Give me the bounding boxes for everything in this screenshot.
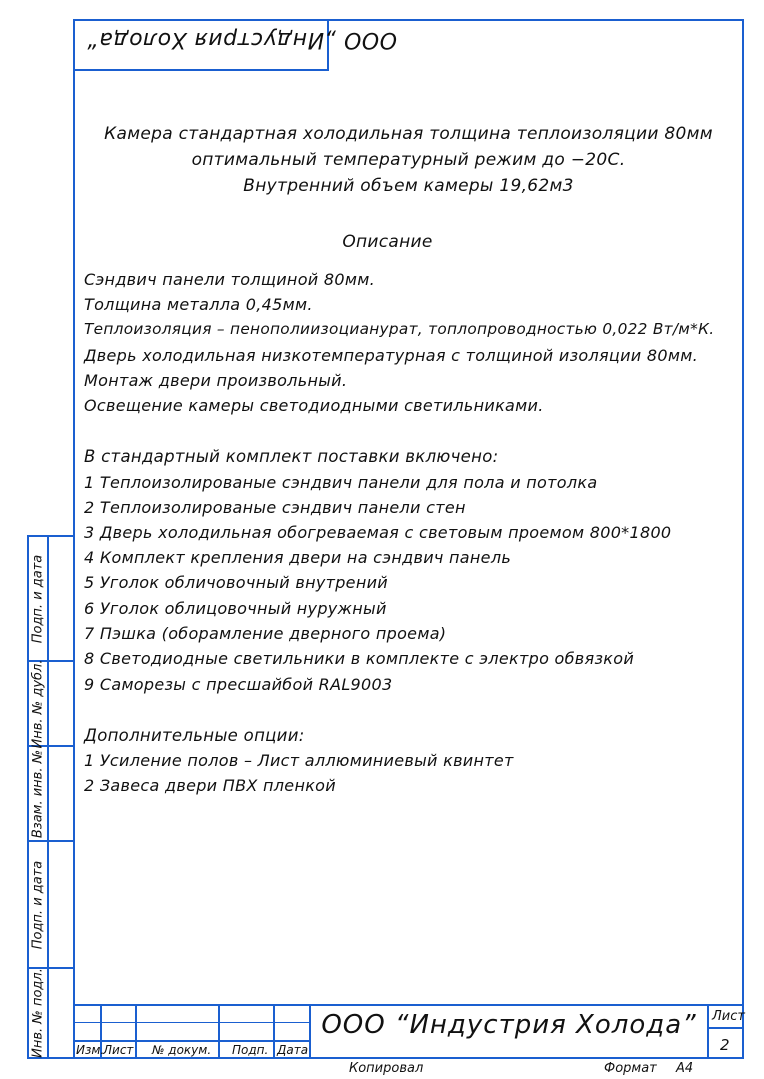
package-item: 1 Теплоизолированые сэндвич панели для пола и потолка [84, 473, 598, 492]
package-heading: В стандартный комплект поставки включено: [84, 447, 499, 466]
package-item: 6 Уголок облицовочный нуружный [84, 599, 387, 618]
side-label: Инв. № подл. [30, 968, 46, 1058]
options-heading: Дополнительные опции: [84, 726, 305, 745]
company-name: ООО “Индустрия Холода” [321, 1010, 697, 1040]
title-line-1: Камера стандартная холодильная толщина теплоизоляции 80мм [104, 124, 713, 144]
title-line-2: оптимальный температурный режим до −20С. [191, 150, 626, 170]
package-item: 4 Комплект крепления двери на сэндвич панель [84, 548, 512, 567]
tb-row-line [73, 1022, 311, 1023]
side-label-cell [29, 537, 47, 660]
package-item: 7 Пэшка (оборамление дверного проема) [84, 624, 447, 643]
side-label-cell [29, 747, 47, 840]
tb-col-line [218, 1004, 220, 1059]
side-label-cell [29, 659, 47, 748]
side-label-cell [29, 842, 47, 967]
description-line: Освещение камеры светодиодными светильниками. [84, 396, 544, 415]
package-item: 3 Дверь холодильная обогреваемая с световым проемом 800*1800 [84, 523, 672, 542]
top-stamp [73, 19, 397, 71]
sheet-label: Лист [712, 1009, 745, 1024]
col-label-doc: № докум. [152, 1043, 212, 1057]
tb-col-line [135, 1004, 137, 1059]
top-stamp-text: ООО „Индустрия Холода“ [87, 27, 397, 52]
package-item: 2 Теплоизолированые сэндвич панели стен [84, 498, 466, 517]
description-heading: Описание [342, 232, 433, 252]
tb-top-line [73, 1004, 744, 1006]
side-border-inner [47, 535, 49, 1059]
side-label: Взам. инв. № [30, 749, 46, 838]
tb-sheet-divider [707, 1027, 744, 1029]
description-line: Толщина металла 0,45мм. [84, 295, 313, 314]
side-label: Подп. и дата [30, 860, 46, 949]
col-label-izm: Изм. [76, 1043, 105, 1057]
col-label-date: Дата [277, 1043, 309, 1057]
copied-label: Копировал [349, 1061, 424, 1076]
description-line: Дверь холодильная низкотемпературная с толщиной изоляции 80мм. [84, 346, 698, 365]
package-item: 8 Светодиодные светильники в комплекте с электро обвязкой [84, 649, 635, 668]
side-label: Инв. № дубл. [30, 659, 46, 748]
tb-col-line [707, 1004, 709, 1059]
sheet-number: 2 [720, 1036, 730, 1054]
options-item: 1 Усиление полов – Лист аллюминиевый квинтет [84, 751, 514, 770]
side-label: Подп. и дата [30, 554, 46, 643]
col-label-list: Лист [103, 1043, 134, 1057]
description-line: Сэндвич панели толщиной 80мм. [84, 270, 375, 289]
col-label-signature: Подп. [232, 1043, 269, 1057]
package-item: 5 Уголок обличовочный внутрений [84, 573, 388, 592]
options-item: 2 Завеса двери ПВХ пленкой [84, 776, 336, 795]
description-line: Монтаж двери произвольный. [84, 371, 348, 390]
format-label: Формат [604, 1061, 657, 1076]
tb-row-line [73, 1040, 311, 1042]
format-value: А4 [676, 1061, 694, 1076]
title-line-3: Внутренний объем камеры 19,62м3 [243, 176, 574, 196]
tb-col-line [273, 1004, 275, 1059]
side-label-cell [29, 969, 47, 1057]
description-line: Теплоизоляция – пенополиизоцианурат, топлопроводностью 0,022 Вт/м*К. [84, 320, 715, 338]
package-item: 9 Саморезы с пресшайбой RAL9003 [84, 675, 393, 694]
